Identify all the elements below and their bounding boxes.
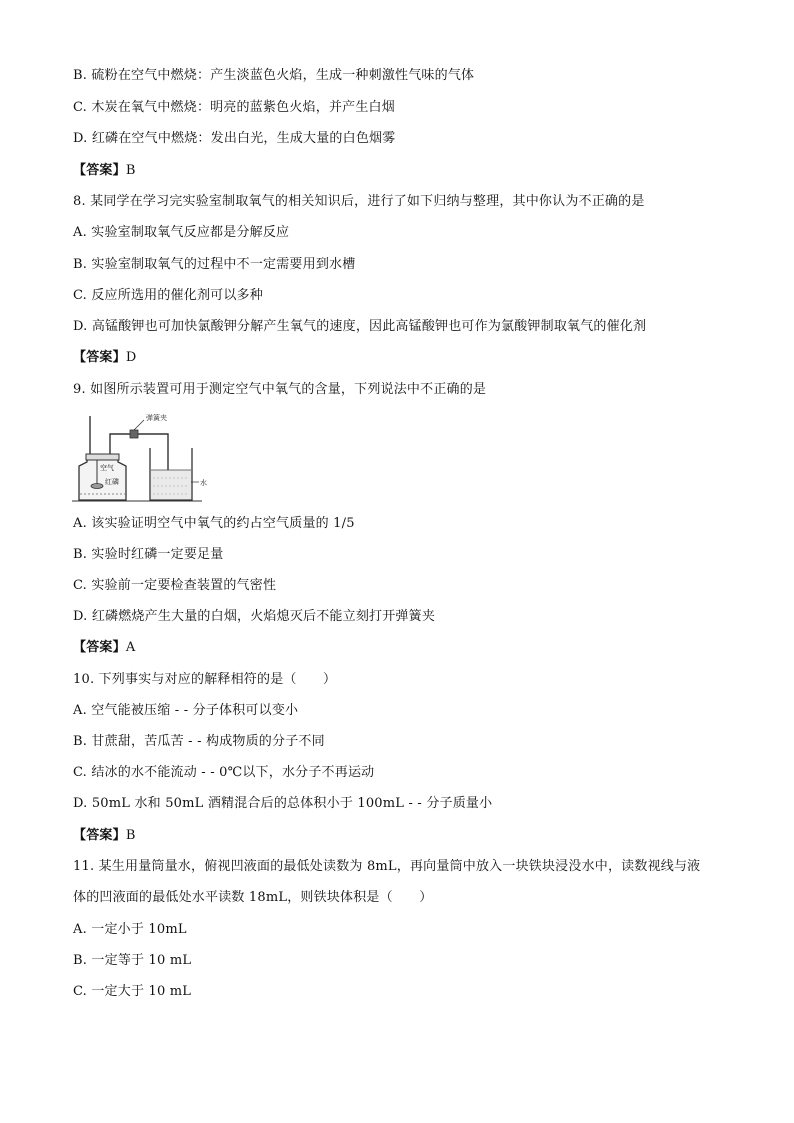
q8-option-b: B. 实验室制取氧气的过程中不一定需要用到水槽 [73,257,356,272]
q8-stem: 8. 某同学在学习完实验室制取氧气的相关知识后，进行了如下归纳与整理，其中你认为不正确的是 [73,194,645,209]
q9-answer [73,639,135,657]
q11-option-c: C. 一定大于 10 mL [73,984,192,999]
answer-label: 【答案】 [73,350,126,365]
q9-stem: 9. 如图所示装置可用于测定空气中氧气的含量，下列说法中不正确的是 [73,382,487,397]
q10-option-c: C. 结冰的水不能流动 - - 0℃以下，水分子不再运动 [73,765,375,780]
q7-option-c: C. 木炭在氧气中燃烧：明亮的蓝紫色火焰，并产生白烟 [73,100,395,115]
q10-option-d: D. 50mL 水和 50mL 酒精混合后的总体积小于 100mL - - 分子质量小 [73,796,493,811]
q8-option-d: D. 高锰酸钾也可加快氯酸钾分解产生氧气的速度，因此高锰酸钾也可作为氯酸钾制取氧气的催化剂 [73,319,647,334]
q10-answer [73,827,136,845]
q7-option-b: B. 硫粉在空气中燃烧：产生淡蓝色火焰，生成一种刺激性气味的气体 [73,68,475,83]
answer-label: 【答案】 [73,640,126,655]
figure-label-clip: 弹簧夹 [146,414,167,422]
q9-option-c: C. 实验前一定要检查装置的气密性 [73,578,277,593]
q10-option-b: B. 甘蔗甜，苦瓜苦 - - 构成物质的分子不同 [73,734,325,749]
q7-option-d: D. 红磷在空气中燃烧：发出白光，生成大量的白色烟雾 [73,131,396,146]
figure-label-air: 空气 [100,464,114,472]
q9-option-b: B. 实验时红磷一定要足量 [73,547,224,562]
q10-option-a: A. 空气能被压缩 - - 分子体积可以变小 [73,703,299,718]
oxygen-apparatus-figure [70,410,220,505]
q8-option-c: C. 反应所选用的催化剂可以多种 [73,288,263,303]
answer-label: 【答案】 [73,828,126,843]
q7-answer [73,162,136,180]
answer-value: B [125,828,136,843]
figure-label-phosphorus: 红磷 [105,478,119,486]
answer-value: D [125,350,137,365]
q11-option-a: A. 一定小于 10mL [73,922,187,937]
answer-value: A [125,640,136,655]
q8-option-a: A. 实验室制取氧气反应都是分解反应 [73,225,290,240]
q9-option-d: D. 红磷燃烧产生大量的白烟，火焰熄灭后不能立刻打开弹簧夹 [73,609,436,624]
figure-label-water: 水 [200,479,207,487]
q9-option-a: A. 该实验证明空气中氧气的约占空气质量的 1/5 [73,516,355,531]
q11-option-b: B. 一定等于 10 mL [73,953,192,968]
q10-stem: 10. 下列事实与对应的解释相符的是（ ） [73,672,337,687]
q11-stem-line2: 体的凹液面的最低处水平读数 18mL，则铁块体积是（ ） [73,890,433,905]
answer-label: 【答案】 [73,163,126,178]
q8-answer [73,349,136,367]
answer-value: B [125,163,136,178]
q11-stem-line1: 11. 某生用量筒量水，俯视凹液面的最低处读数为 8mL，再向量筒中放入一块铁块浸没水中，读数视线与液 [73,859,701,874]
